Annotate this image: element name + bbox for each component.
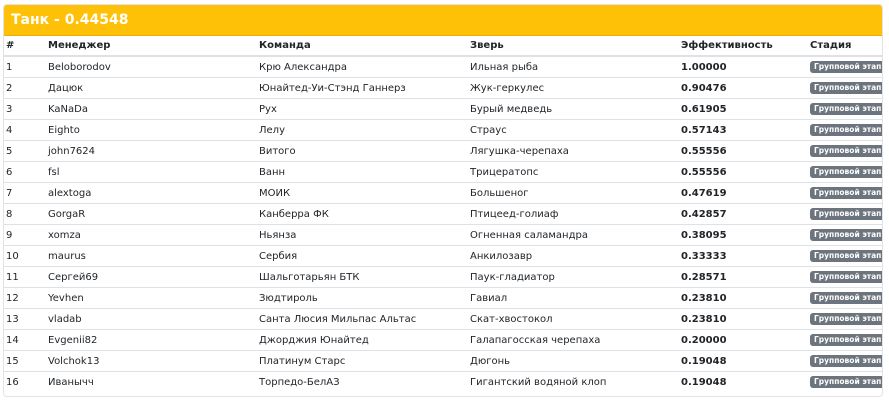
- team-link[interactable]: Ванн: [257, 162, 468, 183]
- manager-link[interactable]: Eighto: [46, 120, 257, 141]
- team-link[interactable]: Джорджия Юнайтед: [257, 330, 468, 351]
- team-link[interactable]: Торпедо-БелАЗ: [257, 372, 468, 393]
- ratings-table: [4, 36, 883, 392]
- stage-cell: [808, 288, 883, 309]
- stage-badge: Групповой этап: [810, 145, 883, 157]
- manager-link[interactable]: Сергей69: [46, 267, 257, 288]
- stage-cell: [808, 309, 883, 330]
- card-title: Танк - 0.44548: [11, 12, 129, 28]
- manager-link[interactable]: Volchok13: [46, 351, 257, 372]
- team-link[interactable]: Рух: [257, 99, 468, 120]
- team-link[interactable]: Зюдтироль: [257, 288, 468, 309]
- stage-badge: Групповой этап: [810, 313, 883, 325]
- table-row: [4, 56, 883, 78]
- manager-link[interactable]: alextoga: [46, 183, 257, 204]
- col-header-team: Команда: [257, 36, 468, 56]
- table-row: [4, 183, 883, 204]
- stage-cell: [808, 246, 883, 267]
- stage-badge: Групповой этап: [810, 124, 883, 136]
- efficiency-value: 0.47619: [679, 183, 808, 204]
- stage-cell: [808, 204, 883, 225]
- row-num: 6: [4, 162, 46, 183]
- col-header-stage: Стадия: [808, 36, 883, 56]
- team-link[interactable]: Витого: [257, 141, 468, 162]
- beast-name: Птицеед-голиаф: [468, 204, 679, 225]
- beast-name: Гавиал: [468, 288, 679, 309]
- team-link[interactable]: Сербия: [257, 246, 468, 267]
- row-num: 13: [4, 309, 46, 330]
- team-link[interactable]: Санта Люсия Мильпас Альтас: [257, 309, 468, 330]
- beast-name: Анкилозавр: [468, 246, 679, 267]
- team-link[interactable]: МОИК: [257, 183, 468, 204]
- efficiency-value: 0.55556: [679, 141, 808, 162]
- beast-name: Дюгонь: [468, 351, 679, 372]
- beast-name: Страус: [468, 120, 679, 141]
- row-num: 3: [4, 99, 46, 120]
- efficiency-value: 0.28571: [679, 267, 808, 288]
- table-row: [4, 330, 883, 351]
- manager-link[interactable]: john7624: [46, 141, 257, 162]
- efficiency-value: 0.20000: [679, 330, 808, 351]
- efficiency-value: 0.33333: [679, 246, 808, 267]
- card-header: [4, 5, 882, 36]
- beast-name: Бурый медведь: [468, 99, 679, 120]
- stage-cell: [808, 120, 883, 141]
- stage-cell: [808, 351, 883, 372]
- row-num: 14: [4, 330, 46, 351]
- col-header-beast: Зверь: [468, 36, 679, 56]
- beast-name: Лягушка-черепаха: [468, 141, 679, 162]
- beast-name: Ильная рыба: [470, 61, 539, 73]
- table-row: [4, 351, 883, 372]
- stage-badge: Групповой этап: [810, 355, 883, 367]
- table-row: [4, 372, 883, 393]
- team-link[interactable]: Платинум Старс: [257, 351, 468, 372]
- beast-name: Огненная саламандра: [468, 225, 679, 246]
- team-link[interactable]: Шальготарьян БТК: [257, 267, 468, 288]
- table-row: [4, 162, 883, 183]
- team-link[interactable]: Ньянза: [257, 225, 468, 246]
- team-link[interactable]: Канберра ФК: [257, 204, 468, 225]
- stage-cell: [808, 183, 883, 204]
- stage-badge: Групповой этап: [810, 334, 883, 346]
- row-num: 8: [4, 204, 46, 225]
- efficiency-value: 0.57143: [679, 120, 808, 141]
- stage-badge: Групповой этап: [810, 187, 883, 199]
- table-row: [4, 246, 883, 267]
- table-row: [4, 120, 883, 141]
- col-header-manager: Менеджер: [46, 36, 257, 56]
- col-header-efficiency: Эффективность: [679, 36, 808, 56]
- team-link[interactable]: Юнайтед-Уи-Стэнд Ганнерз: [257, 78, 468, 99]
- stage-badge: Групповой этап: [810, 250, 883, 262]
- row-num: 16: [4, 372, 46, 393]
- stage-cell: [808, 56, 883, 78]
- row-num: 1: [6, 61, 13, 73]
- efficiency-value: 0.38095: [679, 225, 808, 246]
- row-num: 10: [4, 246, 46, 267]
- stage-badge: Групповой этап: [810, 103, 883, 115]
- table-row: [4, 204, 883, 225]
- beast-name: Скат-хвостокол: [468, 309, 679, 330]
- table-header-row: [4, 36, 883, 56]
- stage-badge: Групповой этап: [810, 82, 883, 94]
- table-row: [4, 225, 883, 246]
- stage-badge: Групповой этап: [810, 229, 883, 241]
- efficiency-value: 0.42857: [679, 204, 808, 225]
- manager-link[interactable]: GorgaR: [46, 204, 257, 225]
- stage-cell: [808, 162, 883, 183]
- stage-cell: [808, 99, 883, 120]
- stage-cell: [808, 225, 883, 246]
- efficiency-value: 0.90476: [679, 78, 808, 99]
- stage-badge: Групповой этап: [810, 292, 883, 304]
- row-num: 9: [4, 225, 46, 246]
- efficiency-value: 0.61905: [679, 99, 808, 120]
- manager-link[interactable]: Beloborodov: [48, 61, 111, 73]
- manager-link[interactable]: fsl: [46, 162, 257, 183]
- team-link[interactable]: Крю Александра: [259, 61, 348, 73]
- efficiency-value: 0.19048: [679, 351, 808, 372]
- stage-cell: [808, 372, 883, 393]
- manager-link[interactable]: Иванычч: [46, 372, 257, 393]
- table-row: [4, 309, 883, 330]
- manager-link[interactable]: Yevhen: [46, 288, 257, 309]
- efficiency-value: 0.19048: [679, 372, 808, 393]
- beast-name: Галапагосская черепаха: [468, 330, 679, 351]
- row-num: 7: [4, 183, 46, 204]
- manager-link[interactable]: maurus: [46, 246, 257, 267]
- col-header-num: #: [4, 36, 46, 56]
- rating-card: [3, 4, 883, 397]
- row-num: 2: [4, 78, 46, 99]
- stage-cell: [808, 141, 883, 162]
- stage-cell: [808, 267, 883, 288]
- table-row: [4, 267, 883, 288]
- table-row: [4, 288, 883, 309]
- stage-badge: Групповой этап: [810, 376, 883, 388]
- stage-badge: Групповой этап: [810, 271, 883, 283]
- beast-name: Большеног: [468, 183, 679, 204]
- row-num: 11: [4, 267, 46, 288]
- stage-badge: Групповой этап: [810, 166, 883, 178]
- manager-link[interactable]: vladab: [46, 309, 257, 330]
- stage-cell: [808, 78, 883, 99]
- row-num: 5: [4, 141, 46, 162]
- efficiency-value: 0.55556: [679, 162, 808, 183]
- manager-link[interactable]: xomza: [46, 225, 257, 246]
- table-row: [4, 78, 883, 99]
- table-row: [4, 99, 883, 120]
- beast-name: Гигантский водяной клоп: [468, 372, 679, 393]
- table-row: [4, 141, 883, 162]
- manager-link[interactable]: Дацюк: [46, 78, 257, 99]
- beast-name: Жук-геркулес: [468, 78, 679, 99]
- stage-badge: Групповой этап: [810, 61, 883, 73]
- manager-link[interactable]: Evgenii82: [46, 330, 257, 351]
- team-link[interactable]: Лелу: [257, 120, 468, 141]
- efficiency-value: 1.00000: [681, 61, 727, 73]
- row-num: 15: [4, 351, 46, 372]
- beast-name: Паук-гладиатор: [468, 267, 679, 288]
- stage-cell: [808, 330, 883, 351]
- stage-badge: Групповой этап: [810, 208, 883, 220]
- row-num: 12: [4, 288, 46, 309]
- efficiency-value: 0.23810: [679, 288, 808, 309]
- manager-link[interactable]: KaNaDa: [46, 99, 257, 120]
- efficiency-value: 0.23810: [679, 309, 808, 330]
- row-num: 4: [4, 120, 46, 141]
- beast-name: Трицератопс: [468, 162, 679, 183]
